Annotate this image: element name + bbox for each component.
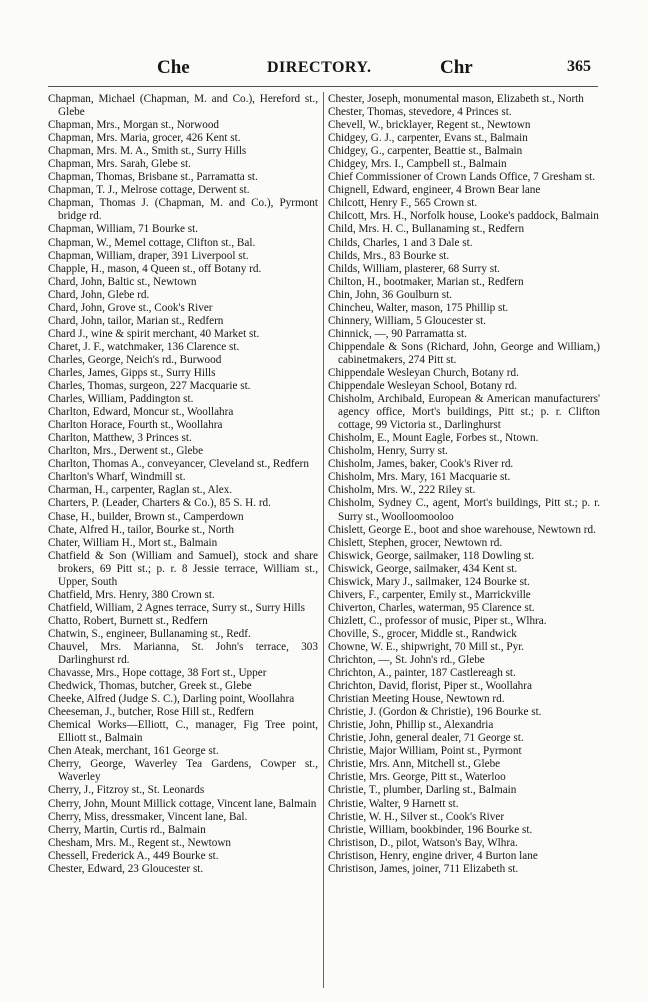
directory-entry: Christie, T., plumber, Darling st., Balmain (328, 784, 517, 797)
directory-entry: Chislett, George E., boot and shoe warehouse, Newtown rd. (328, 523, 596, 536)
directory-entry: Christison, D., pilot, Watson's Bay, Wlhra. (328, 836, 518, 849)
page-number: 365 (567, 58, 591, 75)
column-divider (323, 92, 324, 988)
directory-entry: Christie, Mrs. Ann, Mitchell st., Glebe (328, 758, 501, 771)
directory-entry: Christie, John, general dealer, 71 George st. (328, 732, 524, 745)
directory-entry: Chard, John, tailor, Marian st., Redfern (48, 314, 224, 327)
left-guide-word: Che (157, 57, 190, 78)
directory-entry: Cherry, George, Waverley Tea Gardens, Cowper st., Waverley (48, 758, 318, 784)
directory-entry: Chapman, Thomas, Brisbane st., Parramatta st. (48, 171, 258, 184)
directory-entry: Chauvel, Mrs. Marianna, St. John's terrace, 303 Darlinghurst rd. (48, 640, 318, 667)
directory-entry: Christie, Walter, 9 Harnett st. (328, 797, 459, 810)
directory-entry: Chincheu, Walter, mason, 175 Phillip st. (328, 301, 509, 314)
directory-entry: Charles, James, Gipps st., Surry Hills (48, 366, 216, 379)
directory-entry: Chapman, Thomas J. (Chapman, M. and Co.), Pyrmont bridge rd. (48, 197, 318, 223)
directory-entry: Chidgey, Mrs. I., Campbell st., Balmain (328, 158, 507, 171)
directory-entry: Chisholm, Mrs. Mary, 161 Macquarie st. (328, 471, 511, 484)
directory-entry: Childs, Charles, 1 and 3 Dale st. (328, 236, 473, 249)
directory-entry: Chapman, T. J., Melrose cottage, Derwent st. (48, 184, 250, 197)
directory-entry: Christie, Mrs. George, Pitt st., Waterloo (328, 771, 506, 784)
directory-entry: Chen Ateak, merchant, 161 George st. (48, 745, 219, 758)
directory-entry: Chapman, William, 71 Bourke st. (48, 223, 199, 236)
directory-entry: Chapman, W., Memel cottage, Clifton st., Bal. (48, 236, 256, 249)
directory-entry: Chin, John, 36 Goulburn st. (328, 288, 453, 301)
running-title: DIRECTORY. (267, 59, 372, 76)
directory-entry: Chiswick, Mary J., sailmaker, 124 Bourke st. (328, 575, 530, 588)
directory-entry: Christian Meeting House, Newtown rd. (328, 693, 505, 706)
directory-entry: Chavasse, Mrs., Hope cottage, 38 Fort st., Upper (48, 667, 267, 680)
right-column (328, 93, 600, 876)
directory-entry: Chinnery, William, 5 Gloucester st. (328, 314, 487, 327)
directory-entry: Chiswick, George, sailmaker, 118 Dowling st. (328, 549, 535, 562)
directory-entry: Chard J., wine & spirit merchant, 40 Market st. (48, 327, 260, 340)
directory-entry: Charters, P. (Leader, Charters & Co.), 85 S. H. rd. (48, 497, 271, 510)
directory-entry: Chessell, Frederick A., 449 Bourke st. (48, 849, 219, 862)
directory-entry: Chiswick, George, sailmaker, 434 Kent st. (328, 562, 518, 575)
directory-entry: Charlton, Matthew, 3 Princes st. (48, 432, 192, 445)
directory-entry: Chisholm, Sydney C., agent, Mort's buildings, Pitt st.; p. r. Surry st., Woolloomooloo (328, 497, 600, 523)
directory-entry: Chard, John, Glebe rd. (48, 288, 150, 301)
directory-entry: Childs, Mrs., 83 Bourke st. (328, 249, 450, 262)
directory-entry: Chevell, W., bricklayer, Regent st., Newtown (328, 119, 531, 132)
directory-entry: Chisholm, Mrs. W., 222 Riley st. (328, 484, 476, 497)
directory-entry: Chapman, Mrs. Maria, grocer, 426 Kent st. (48, 132, 241, 145)
directory-entry: Charlton's Wharf, Windmill st. (48, 471, 186, 484)
directory-entry: Chrichton, A., painter, 187 Castlereagh st. (328, 667, 516, 680)
right-guide-word: Chr (440, 57, 473, 78)
directory-entry: Chapman, William, draper, 391 Liverpool st. (48, 249, 249, 262)
directory-entry: Chidgey, G. J., carpenter, Evans st., Balmain (328, 132, 528, 145)
directory-entry: Charet, J. F., watchmaker, 136 Clarence st. (48, 340, 240, 353)
directory-entry: Chizlett, C., professor of music, Piper st., Wlhra. (328, 614, 547, 627)
directory-entry: Charlton Horace, Fourth st., Woollahra (48, 419, 223, 432)
directory-entry: Christie, John, Phillip st., Alexandria (328, 719, 494, 732)
directory-entry: Christie, Major William, Point st., Pyrmont (328, 745, 522, 758)
page-header (0, 55, 648, 85)
directory-entry: Chippendale Wesleyan Church, Botany rd. (328, 366, 519, 379)
directory-entry: Chisholm, Archibald, European & American manufacturers' agency office, Mort's buildings, Pitt st.; p. r. Clifton cottage, 99 Victoria st., Darlinghurst (328, 393, 600, 432)
directory-entry: Chief Commissioner of Crown Lands Office, 7 Gresham st. (328, 171, 596, 184)
directory-entry: Chard, John, Grove st., Cook's River (48, 301, 213, 314)
directory-entry: Chippendale Wesleyan School, Botany rd. (328, 380, 518, 393)
directory-entry: Charlton, Mrs., Derwent st., Glebe (48, 445, 204, 458)
directory-entry: Chard, John, Baltic st., Newtown (48, 275, 197, 288)
directory-entry: Chester, Thomas, stevedore, 4 Princes st. (328, 106, 512, 119)
directory-entry: Charman, H., carpenter, Raglan st., Alex. (48, 484, 233, 497)
directory-entry: Cherry, John, Mount Millick cottage, Vincent lane, Balmain (48, 797, 317, 810)
directory-entry: Christie, J. (Gordon & Christie), 196 Bourke st. (328, 706, 542, 719)
directory-entry: Cherry, Martin, Curtis rd., Balmain (48, 823, 206, 836)
directory-entry: Chatto, Robert, Burnett st., Redfern (48, 614, 208, 627)
directory-entry: Chatfield, William, 2 Agnes terrace, Surry st., Surry Hills (48, 601, 305, 614)
directory-entry: Charles, William, Paddington st. (48, 393, 194, 406)
directory-entry: Chisholm, Henry, Surry st. (328, 445, 448, 458)
directory-entry: Chedwick, Thomas, butcher, Greek st., Glebe (48, 680, 252, 693)
directory-entry: Chrichton, —, St. John's rd., Glebe (328, 654, 485, 667)
directory-entry: Cheeseman, J., butcher, Rose Hill st., Redfern (48, 706, 254, 719)
directory-entry: Charles, Thomas, surgeon, 227 Macquarie st. (48, 380, 251, 393)
directory-entry: Chiverton, Charles, waterman, 95 Clarence st. (328, 601, 535, 614)
directory-entry: Chester, Joseph, monumental mason, Elizabeth st., North (328, 93, 584, 105)
directory-entry: Charlton, Thomas A., conveyancer, Cleveland st., Redfern (48, 458, 309, 471)
directory-entry: Chowne, W. E., shipwright, 70 Mill st., Pyr. (328, 640, 525, 653)
directory-entry: Chapman, Mrs. Sarah, Glebe st. (48, 158, 191, 171)
directory-entry: Chilton, H., bootmaker, Marian st., Redfern (328, 275, 524, 288)
directory-entry: Chapple, H., mason, 4 Queen st., off Botany rd. (48, 262, 262, 275)
directory-entry: Chesham, Mrs. M., Regent st., Newtown (48, 836, 232, 849)
directory-entry: Chivers, F., carpenter, Emily st., Marrickville (328, 588, 531, 601)
left-column (48, 93, 318, 876)
directory-entry: Chatwin, S., engineer, Bullanaming st., Redf. (48, 627, 251, 640)
directory-entry: Chippendale & Sons (Richard, John, George and William,) cabinetmakers, 274 Pitt st. (328, 340, 600, 366)
directory-entry: Chidgey, G., carpenter, Beattie st., Balmain (328, 145, 523, 158)
directory-entry: Chater, William H., Mort st., Balmain (48, 536, 218, 549)
directory-entry: Christie, William, bookbinder, 196 Bourke st. (328, 823, 533, 836)
directory-entry: Chase, H., builder, Brown st., Camperdown (48, 510, 244, 523)
directory-entry: Chisholm, E., Mount Eagle, Forbes st., Ntown. (328, 432, 539, 445)
directory-entry: Chapman, Michael (Chapman, M. and Co.), Hereford st., Glebe (48, 93, 318, 119)
directory-entry: Chinnick, —, 90 Parramatta st. (328, 327, 467, 340)
directory-entry: Chemical Works—Elliott, C., manager, Fig Tree point, Elliott st., Balmain (48, 719, 318, 745)
directory-entry: Chrichton, David, florist, Piper st., Woollahra (328, 680, 532, 693)
directory-entry: Chapman, Mrs. M. A., Smith st., Surry Hills (48, 145, 247, 158)
directory-entry: Chignell, Edward, engineer, 4 Brown Bear lane (328, 184, 541, 197)
directory-entry: Chate, Alfred H., tailor, Bourke st., North (48, 523, 234, 536)
directory-entry: Chester, Edward, 23 Gloucester st. (48, 862, 204, 875)
directory-entry: Charles, George, Neich's rd., Burwood (48, 353, 222, 366)
directory-entry: Cheeke, Alfred (Judge S. C.), Darling point, Woollahra (48, 693, 295, 706)
directory-entry: Chilcott, Mrs. H., Norfolk house, Looke's paddock, Balmain (328, 210, 599, 223)
directory-entry: Chatfield & Son (William and Samuel), stock and share brokers, 69 Pitt st.; p. r. 8 Jessie terrace, William st., Upper, South (48, 549, 318, 588)
header-rule (48, 86, 598, 87)
directory-entry: Choville, S., grocer, Middle st., Randwick (328, 627, 517, 640)
directory-entry: Charlton, Edward, Moncur st., Woollahra (48, 406, 234, 419)
directory-entry: Chatfield, Mrs. Henry, 380 Crown st. (48, 588, 215, 601)
directory-entry: Chisholm, James, baker, Cook's River rd. (328, 458, 514, 471)
directory-entry: Christison, James, joiner, 711 Elizabeth st. (328, 862, 519, 875)
directory-entry: Chapman, Mrs., Morgan st., Norwood (48, 119, 220, 132)
directory-entry: Christison, Henry, engine driver, 4 Burton lane (328, 849, 538, 862)
directory-entry: Childs, William, plasterer, 68 Surry st. (328, 262, 500, 275)
directory-entry: Cherry, J., Fitzroy st., St. Leonards (48, 784, 205, 797)
directory-entry: Chislett, Stephen, grocer, Newtown rd. (328, 536, 503, 549)
directory-entry: Cherry, Miss, dressmaker, Vincent lane, Bal. (48, 810, 248, 823)
directory-entry: Chilcott, Henry F., 565 Crown st. (328, 197, 478, 210)
directory-entry: Child, Mrs. H. C., Bullanaming st., Redfern (328, 223, 525, 236)
directory-entry: Christie, W. H., Silver st., Cook's River (328, 810, 505, 823)
